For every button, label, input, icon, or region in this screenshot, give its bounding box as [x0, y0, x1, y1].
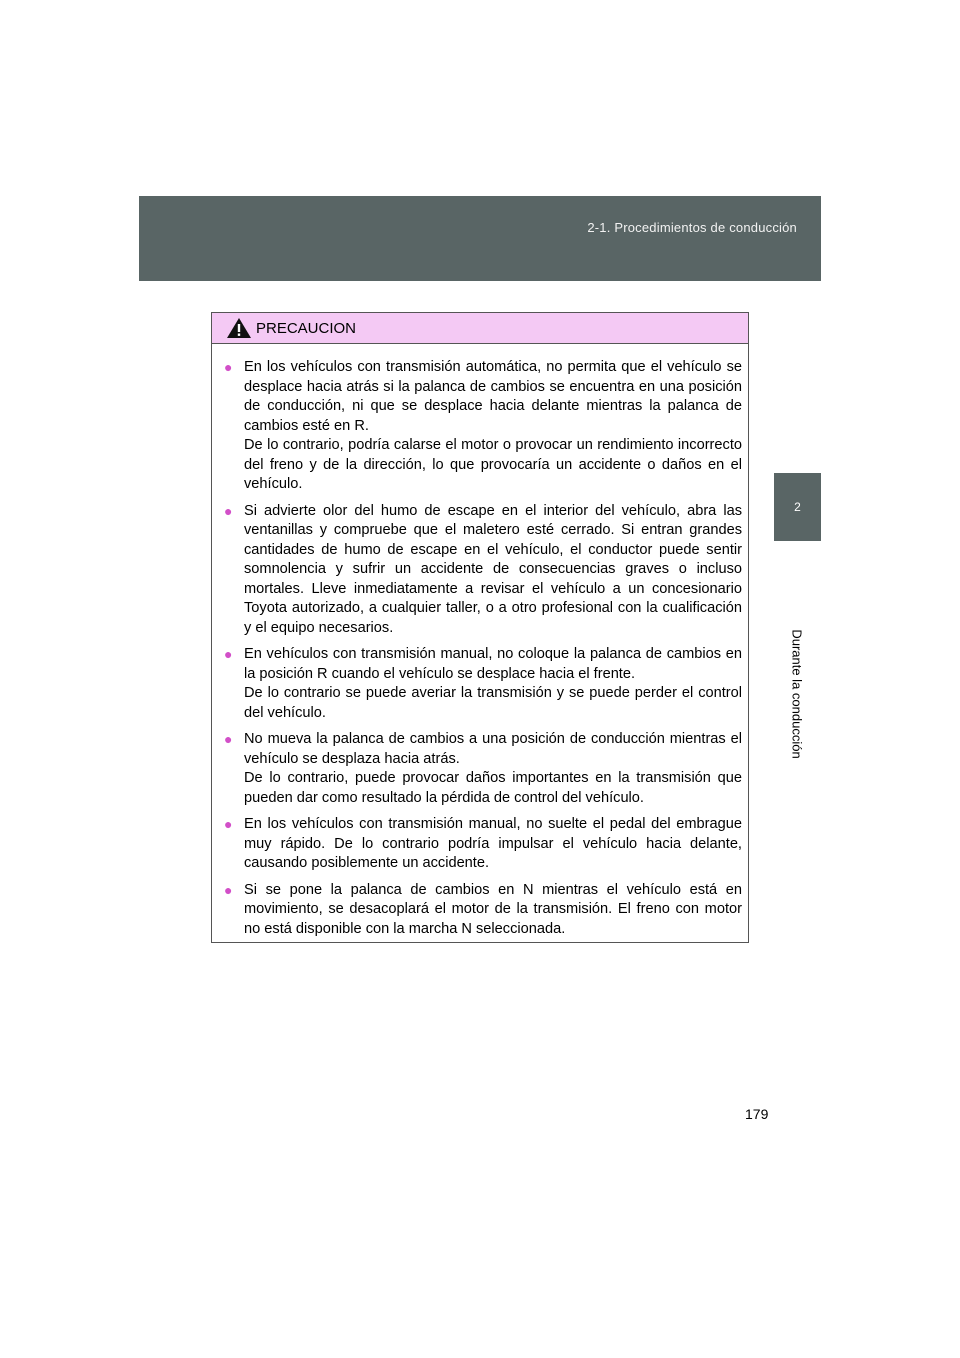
item-consequence-text: De lo contrario se puede averiar la transmisión y se puede perder el control del vehículo.: [244, 685, 742, 721]
bullet-dot-icon: ●: [224, 646, 233, 662]
bullet-dot-icon: ●: [224, 731, 233, 747]
bullet-dot-icon: ●: [224, 502, 233, 519]
list-item: [224, 502, 742, 639]
chapter-tab-number[interactable]: 2: [774, 473, 821, 541]
list-item: [224, 645, 742, 723]
list-item: [224, 881, 742, 940]
caution-box: [211, 312, 749, 943]
item-text: En vehículos con transmisión manual, no coloque la palanca de cambios en la posición R cuando el vehículo se desplace hacia el frente.: [244, 646, 742, 682]
page-number: 179: [745, 1106, 769, 1122]
section-title: 2-1. Procedimientos de conducción: [587, 220, 797, 235]
caution-list: [212, 344, 748, 939]
list-item: [224, 815, 742, 874]
chapter-tab-label: Durante la conducción: [789, 629, 805, 759]
item-text: No mueva la palanca de cambios a una posición de conducción mientras el vehículo se desplaza hacia atrás.: [244, 731, 742, 767]
list-item: [224, 358, 742, 495]
bullet-dot-icon: ●: [224, 359, 233, 375]
item-text: Si advierte olor del humo de escape en el interior del vehículo, abra las ventanillas y compruebe que el maletero esté cerrado. Si entran grandes cantidades de humo de escape en el vehículo, el conductor puede sentir somnolencia y sufrir un accidente de consecuencias graves o incluso mortales. Lleve inmediatamente a revisar el vehículo a un concesionario Toyota autorizado, a cualquier taller, o a otro profesional con la cualificación y el equipo necesarios.: [244, 502, 742, 636]
item-consequence-text: De lo contrario, puede provocar daños importantes en la transmisión que pueden dar como resultado la pérdida de control del vehículo.: [244, 770, 742, 806]
caution-title: PRECAUCION: [256, 319, 357, 337]
item-consequence-text: De lo contrario, podría calarse el motor o provocar un rendimiento incorrecto del freno y de la dirección, lo que provocaría un accidente o daños en el vehículo.: [244, 437, 742, 492]
warning-triangle-icon: [226, 317, 252, 339]
bullet-dot-icon: ●: [224, 816, 233, 832]
section-header: [139, 196, 821, 281]
list-item: [224, 730, 742, 808]
item-text: En los vehículos con transmisión automática, no permita que el vehículo se desplace hacia atrás si la palanca de cambios se encuentra en una posición de conducción, ni que se desplace hacia delante mientras la palanca de cambios esté en R.: [244, 359, 742, 434]
item-text: En los vehículos con transmisión manual, no suelte el pedal del embrague muy rápido. De lo contrario podría impulsar el vehículo hacia delante, causando posiblemente un accidente.: [244, 816, 742, 871]
caution-header: [212, 313, 748, 344]
bullet-dot-icon: ●: [224, 881, 233, 898]
item-text: Si se pone la palanca de cambios en N mientras el vehículo está en movimiento, se desacoplará el motor de la transmisión. El freno con motor no está disponible con la marcha N seleccionada.: [244, 881, 742, 937]
